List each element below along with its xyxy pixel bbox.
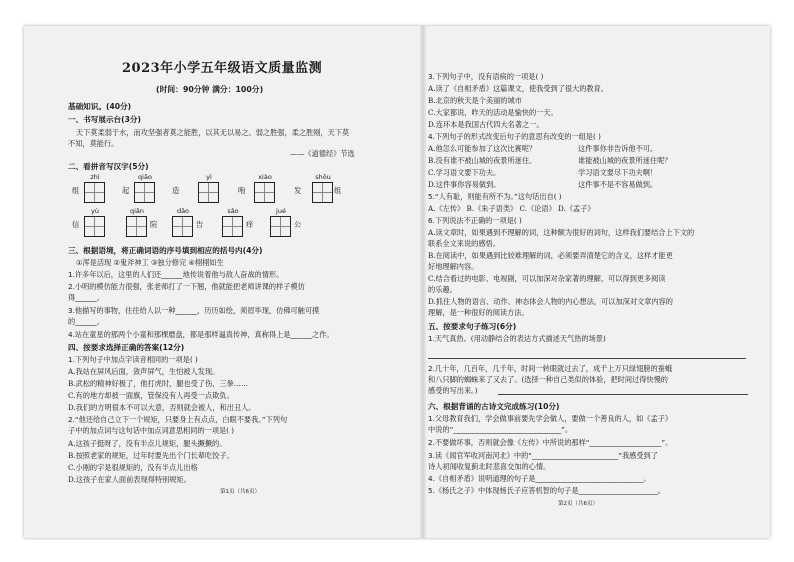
q5-options: A.《左传》 B.《朱子语类》 C.《论语》 D.《孟子》 [428,204,595,213]
pinyin-char: 造 [172,186,180,195]
pinyin-item [254,173,298,181]
section-5-heading: 五、按要求句子练习(6分) [428,322,517,331]
answer-line[interactable] [498,394,748,395]
pinyin-label: qiāo [138,173,152,181]
pinyin-item [84,207,128,215]
s5-question-2a: 2.几十年，几百年，几千年，时间一转眼就过去了，成千上万只绿翅膀的蚕蛾 [428,364,673,373]
s4-q2-option-d: D.这孩子在家人面前表现得特别规矩。 [68,475,191,484]
pinyin-char: 组 [334,186,342,195]
q3-option-d: D.连环本是我国古代四大名著之一。 [428,120,544,129]
pinyin-label: qiǎn [129,207,145,215]
pinyin-row-1 [72,173,402,207]
answer-box[interactable] [198,182,219,203]
q6-option-a2: 联系全文来说的感悟。 [428,239,500,248]
s3-question-4: 4.站在童星的那两个小童和那棵磨盘，都是那样逼真传神，真称得上是______之作。 [68,330,334,339]
pinyin-row-2 [72,207,402,241]
pinyin-label: sǎo [227,207,239,215]
q4-option-d2: 这件事不是不容易做到。 [578,180,658,189]
s4-q2-option-b: B.按照老家的规矩，过年时要先出个门长辈吃饺子。 [68,451,234,460]
pinyin-char: 院 [150,220,158,229]
left-page-footer: 第1页（共6页） [220,489,260,495]
s5-question-2b: 和八只脚的蜘蛛来了又去了。(选择一种自己类似的体验，把时间过得快慢的 [428,375,668,384]
pinyin-item [172,207,216,215]
s3-question-3b: 的______。 [68,317,104,326]
page-subtitle: (时间：90分钟 满分：100分) [156,85,264,94]
basics-heading: 基础知识。(40分) [68,102,132,111]
q6: 6.下列说法不正确的一项是( ) [428,216,522,225]
s4-q1-option-d: D.我们的方明很本不可以大意，否则就会被人，和出丑人。 [68,403,256,412]
q3-option-a: A.读了《自相矛盾》这篇课文，使我受到了很大的教育。 [428,84,608,93]
answer-box[interactable] [84,182,105,203]
answer-line[interactable] [428,358,746,359]
answer-box[interactable] [126,216,147,237]
pinyin-label: shǒu [315,173,331,181]
pinyin-char: 告 [196,220,204,229]
pinyin-item [270,207,314,215]
q4: 4.下列句子的形式改变后句子的意思有改变的一组是( ) [428,132,601,141]
s4-q1-option-b: B.武松的精神好极了，他打虎时，腿也受了伤，三拳…… [68,379,249,388]
q6-option-b1: B.在阅读中，如果遇到比较难理解的词，必须要弄清楚它的含义，这样才能更 [428,251,673,260]
pinyin-char: 信 [72,220,80,229]
s4-q1-option-a: A.我站在屏风后面，敛声屏气，生怕被人发现。 [68,367,220,376]
pinyin-char: 公 [294,220,302,229]
pinyin-label: dǎo [176,207,190,215]
s6-question-5: 5.《杨氏之子》中体现杨氏子应答机智的句子是______________________。 [428,486,665,495]
answer-box[interactable] [254,182,275,203]
s3-options: ①浑是活现 ②鬼斧神工 ③独分修完 ④栩栩如生 [76,258,224,267]
s4-q1-option-c: C.有的地方却被一面旗，管保没有人再受一点欺负。 [68,391,234,400]
q6-option-d1: D.抓住人物的语言、动作、神态体会人物的内心想法，可以加深对文章内容的 [428,297,673,306]
pinyin-label: yì [206,173,212,181]
pinyin-item [222,207,266,215]
s3-question-1: 1.许多年以后，这里的人们还______地传说着他与敌人奋战的情形。 [68,270,284,279]
s6-question-4: 4.《自相矛盾》说明道理的句子是______________________________。 [428,474,651,483]
section-1-heading: 一、书写展示台(3分) [68,115,141,124]
s5-question-1: 1.天气真热。(用动静结合的表达方式描述天气热的场景) [428,334,606,343]
q6-option-a1: A.读文章时，如果遇到不理解的词，这种颇为很好的词句，这样我们要结合上下文的 [428,228,695,237]
pinyin-char: 咆 [238,186,246,195]
section-6-heading: 六、根据背诵的古诗文完成练习(10分) [428,402,560,411]
right-page [428,26,758,538]
answer-box[interactable] [312,182,333,203]
q3-option-c: C.大家都说，昨天的活动是愉快的一天。 [428,108,558,117]
answer-box[interactable] [270,216,291,237]
pinyin-item [84,173,128,181]
pinyin-item [126,207,170,215]
s4-q2-option-a: A.这孩子挺呀了，没有半点儿规矩，腿头撅撅的。 [68,439,227,448]
pinyin-char: 痒 [246,220,254,229]
s4-question-2b: 子中的加点词与这句话中加点词意思相同的一项是( ) [68,426,235,435]
q4-option-a1: A.他怎么可能参加了这次比赛呢？ [428,144,537,153]
q4-option-b1: B.没有谁不被山城的夜景所迷住。 [428,156,537,165]
s4-q2-option-c: C.小刚的字是很规矩的，没有半点儿出格 [68,463,198,472]
s6-question-3a: 3.读《闻官军收河南河北》中的“________________________”我感受到了 [428,451,658,460]
section-2-heading: 二、看拼音写汉字(5分) [68,162,149,171]
q3-option-b: B.北京的秋天是个美丽的城市 [428,96,522,105]
q4-option-d1: D.这件事你容易做到。 [428,180,501,189]
pinyin-item [198,173,242,181]
q6-option-d2: 理解，是一种很好的阅读方法。 [428,308,529,317]
s4-question-1: 1.下列句子中加点字读音相同的一项是( ) [68,355,198,364]
pinyin-label: zhì [90,173,100,181]
exam-sheet [24,26,770,538]
q4-option-c1: C.学习语文要下功夫。 [428,168,501,177]
s3-question-2a: 2.小明的模仿能力很强，张老师打了一下翘，他就能把老师讲课的样子模仿 [68,282,305,291]
answer-box[interactable] [84,216,105,237]
page-title: 2023年小学五年级语文质量监测 [122,61,323,76]
pinyin-label: jué [276,207,286,215]
s6-question-1b: 中说的“______________________________”。 [428,425,573,434]
pinyin-item [312,173,356,181]
s1-text-line2: 不知，莫能行。 [68,139,119,148]
s1-text-line1: 天下莫柔弱于水，而攻坚强者莫之能胜，以其无以易之。弱之胜强，柔之胜刚，天下莫 [76,128,350,137]
pinyin-char: 起 [122,186,130,195]
answer-box[interactable] [222,216,243,237]
answer-box[interactable] [172,216,193,237]
right-page-footer: 第2页（共6页） [558,501,598,507]
page-fold [420,26,426,538]
left-page [64,26,416,538]
s3-question-2b: 得______。 [68,293,104,302]
q6-option-c2: 的乐趣。 [428,285,457,294]
pinyin-row1-lead: 组 [72,186,80,195]
q4-option-b2: 谁能被山城的夜景所迷住呢？ [578,156,672,165]
section-3-heading: 三、根据语境，将正确词语的序号填到相应的括号内(4分) [68,246,263,255]
pinyin-char: 发 [294,186,302,195]
q4-option-c2: 学习语文要尽下功夫啊！ [578,168,658,177]
s6-question-1a: 1.父母教育我们，学会做事前要先学会做人，要做一个善良的人，如《孟子》 [428,414,673,423]
q6-option-b2: 好地理解内容。 [428,262,479,271]
q6-option-c1: C.结合看过的电影、电视剧，可以加深对杂家著的理解，可以得到更多阅读 [428,274,666,283]
s6-question-2: 2.不要做坏事，否则就会像《左传》中所说的那样“____________________”。 [428,438,673,447]
pinyin-label: yù [91,207,99,215]
q3: 3.下列句子中，没有语病的一项是( ) [428,72,544,81]
answer-box[interactable] [134,182,155,203]
pinyin-label: xiào [258,173,272,181]
section-4-heading: 四、按要求选择正确的答案(12分) [68,343,185,352]
s5-question-2c: 感受的写出来。) [428,386,478,395]
q5: 5.“人有耻，则能有所不为。”这句话出自( ) [428,192,562,201]
s1-source: ——《道德经》节选 [290,149,355,158]
s3-question-3a: 3.他描写的事物，往往给人以一种______，历历如绘，须眉毕现，仿佛可触可摸 [68,306,320,315]
q4-option-a2: 这件事你非告诉他不可。 [578,144,658,153]
pinyin-item [134,173,178,181]
s4-question-2a: 2.“他还给自己立下一个规矩，只要身上有点点，白眼不要我。”下列句 [68,415,288,424]
s6-question-3b: 诗人初闻收复蓟北时悲喜交加的心情。 [428,462,551,471]
